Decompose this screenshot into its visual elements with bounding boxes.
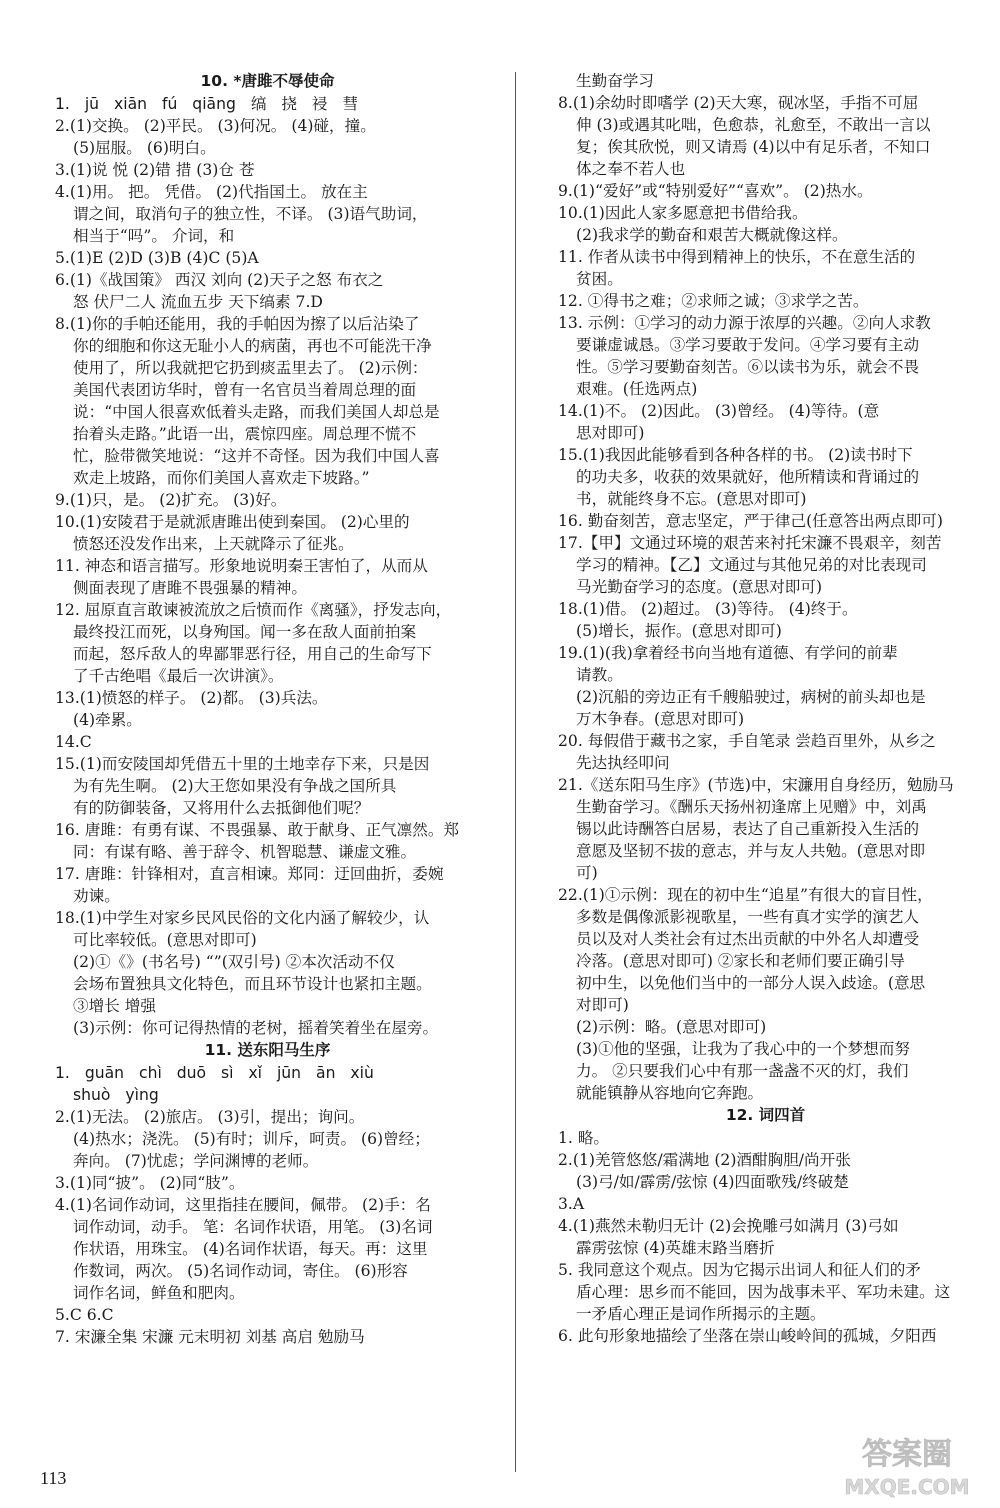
answer-line: 17.【甲】文通过环境的艰苦来衬托宋濂不畏艰辛，刻苦 bbox=[558, 534, 942, 552]
answer-item bbox=[558, 400, 973, 444]
answer-line: 2.(1)交换。 (2)平民。 (3)何况。 (4)碰，撞。 bbox=[55, 117, 376, 135]
answer-line: (2)沉船的旁边正有千艘船驶过，病树的前头却也是 bbox=[576, 688, 926, 706]
answer-line: 作状语，用珠宝。 (4)名词作状语，每天。再：这里 bbox=[73, 1240, 428, 1258]
answer-line: 8.(1)你的手帕还能用，我的手帕因为擦了以后沾染了 bbox=[55, 315, 420, 333]
answer-item bbox=[55, 181, 480, 247]
answer-item bbox=[558, 1259, 973, 1325]
answer-line: 冷落。(意思对即可) ②家长和老师们要正确引导 bbox=[576, 952, 905, 970]
answer-item bbox=[55, 599, 480, 687]
answer-line: (4)热水；浇洗。 (5)有时；训斥，呵责。 (6)曾经； bbox=[73, 1130, 430, 1148]
answer-line: 13. 示例：①学习的动力源于浓厚的兴趣。②向人求教 bbox=[558, 314, 931, 332]
answer-item bbox=[55, 819, 480, 863]
answer-item bbox=[55, 247, 480, 269]
answer-line: 3.(1)说 悦 (2)错 措 (3)仓 苍 bbox=[55, 161, 255, 179]
answer-line: 复；俟其欣悦，则又请焉 (4)以中有足乐者，不知口 bbox=[576, 138, 931, 156]
answer-line: 3.A bbox=[558, 1195, 585, 1213]
answer-line: 9.(1)“爱好”或“特别爱好”“喜欢”。 (2)热水。 bbox=[558, 182, 873, 200]
answer-item bbox=[55, 159, 480, 181]
answer-line: 22.(1)①示例：现在的初中生“追星”有很大的盲目性， bbox=[558, 886, 933, 904]
answer-item bbox=[558, 92, 973, 180]
section-title: 11. 送东阳马生序 bbox=[204, 1041, 331, 1059]
answer-item bbox=[558, 598, 973, 642]
section-title: 12. 词四首 bbox=[725, 1106, 806, 1124]
answer-line: 对即可) bbox=[576, 996, 629, 1014]
answer-line: 说：“中国人很喜欢低着头走路，而我们美国人却总是 bbox=[73, 403, 440, 421]
answer-item bbox=[55, 1172, 480, 1194]
answer-item bbox=[558, 884, 973, 1104]
answer-line: 1. jū xiān fú qiāng 缟 挠 祲 彗 bbox=[55, 95, 359, 113]
answer-item bbox=[558, 246, 973, 290]
answer-line: 词作名词，鲜鱼和肥肉。 bbox=[73, 1284, 245, 1302]
answer-line: 而起，怒斥敌人的卑鄙罪恶行径，用自己的生命写下 bbox=[73, 645, 432, 663]
answer-item bbox=[55, 1304, 480, 1326]
answer-line: 有的防御装备，又将用什么去抵御他们呢？ bbox=[73, 799, 370, 817]
answer-item bbox=[558, 532, 973, 598]
answer-line: 多数是偶像派影视歌星，一些有真才实学的演艺人 bbox=[576, 908, 920, 926]
answer-line: 17. 唐雎：针锋相对，直言相谏。郑同：迂回曲折，委婉 bbox=[55, 865, 444, 883]
answer-line: 15.(1)我因此能够看到各种各样的书。 (2)读书时下 bbox=[558, 446, 913, 464]
answer-line: 18.(1)中学生对家乡民风民俗的文化内涵了解较少，认 bbox=[55, 909, 430, 927]
answer-line: 为有先生啊。 (2)大王您如果没有争战之国所具 bbox=[73, 777, 397, 795]
answer-line: 10.(1)安陵君于是就派唐雎出使到秦国。 (2)心里的 bbox=[55, 513, 410, 531]
answer-line: 美国代表团访华时，曾有一名官员当着周总理的面 bbox=[73, 381, 417, 399]
answer-line: 3.(1)同“披”。 (2)同“肢”。 bbox=[55, 1174, 245, 1192]
answer-line: 16. 唐雎：有勇有谋、不畏强暴、敢于献身、正气凛然。郑 bbox=[55, 821, 460, 839]
answer-line: 奔向。 (7)忧虑；学问渊博的老师。 bbox=[73, 1152, 319, 1170]
answer-item bbox=[55, 753, 480, 819]
answer-line: (3)示例：你可记得热情的老树，摇着笑着坐在屋旁。 bbox=[73, 1019, 439, 1037]
left-column bbox=[55, 70, 480, 1348]
answer-line: 力。 ②只要我们心中有那一盏盏不灭的灯，我们 bbox=[576, 1062, 909, 1080]
answer-line: 6.(1)《战国策》 西汉 刘向 (2)天子之怒 布衣之 bbox=[55, 271, 384, 289]
answer-line: 伸 (3)或遇其叱咄，色愈恭，礼愈至，不敢出一言以 bbox=[576, 116, 931, 134]
answer-line: 锡以此诗酬答白居易，表达了自己重新投入生活的 bbox=[576, 820, 920, 838]
answer-line: 5.C 6.C bbox=[55, 1306, 114, 1324]
answer-line: 初中生，以免他们当中的一部分人误入歧途。(意思 bbox=[576, 974, 926, 992]
answer-line: 书，就能终身不忘。(意思对即可) bbox=[576, 490, 807, 508]
answer-line: (5)屈服。 (6)明白。 bbox=[73, 139, 216, 157]
answer-line: 霹雳弦惊 (4)英雄末路当磨折 bbox=[576, 1239, 775, 1257]
answer-item bbox=[55, 489, 480, 511]
answer-line: 10.(1)因此人家多愿意把书借给我。 bbox=[558, 204, 808, 222]
answer-line: 思对即可) bbox=[576, 424, 645, 442]
answer-line: 使用了，所以我就把它扔到痰盂里去了。 (2)示例： bbox=[73, 359, 428, 377]
answer-line: 学习的精神。【乙】文通过与其他兄弟的对比表现司 bbox=[576, 556, 927, 574]
answer-line: 欢走上坡路，而你们美国人喜欢走下坡路。” bbox=[73, 469, 370, 487]
answer-line: ③增长 增强 bbox=[73, 997, 156, 1015]
answer-line: 19.(1)(我)拿着经书向当地有道德、有学问的前辈 bbox=[558, 644, 898, 662]
answer-line: (3)弓/如/霹雳/弦惊 (4)四面歌残/终破楚 bbox=[576, 1173, 849, 1191]
column-divider bbox=[515, 72, 516, 1472]
answer-item bbox=[558, 510, 973, 532]
answer-line: (3)①他的坚强，让我为了我心中的一个梦想而努 bbox=[576, 1040, 910, 1058]
page-number: 113 bbox=[40, 1468, 67, 1488]
answer-line: 会场布置独具文化特色，而且环节设计也紧扣主题。 bbox=[73, 975, 432, 993]
answer-line: 员以及对人类社会有过杰出贡献的中外名人却遭受 bbox=[576, 930, 920, 948]
answer-line: 14.C bbox=[55, 733, 92, 751]
answer-line: 4.(1)名词作动词，这里指挂在腰间，佩带。 (2)手：名 bbox=[55, 1196, 431, 1214]
answer-line: 5.(1)E (2)D (3)B (4)C (5)A bbox=[55, 249, 259, 267]
answer-line: 11. 神态和语言描写。形象地说明秦王害怕了，从而从 bbox=[55, 557, 428, 575]
answer-line: (4)牵累。 bbox=[73, 711, 142, 729]
right-column bbox=[558, 70, 973, 1347]
answer-line: 最终投江而死，以身殉国。闻一多在敌人面前拍案 bbox=[73, 623, 417, 641]
answer-item bbox=[558, 1149, 973, 1193]
answer-line: 8.(1)余幼时即嗜学 (2)天大寒，砚冰坚，手指不可屈 bbox=[558, 94, 919, 112]
answer-item bbox=[558, 202, 973, 246]
watermark-logo bbox=[832, 1430, 982, 1502]
section-title: 10. *唐雎不辱使命 bbox=[200, 72, 335, 90]
answer-item bbox=[558, 312, 973, 400]
answer-line: 请教。 bbox=[576, 666, 623, 684]
answer-item bbox=[558, 1325, 973, 1347]
answer-line: 20. 每假借于藏书之家，手自笔录 尝趋百里外，从乡之 bbox=[558, 732, 936, 750]
answer-line: 词作动词，动手。 笔：名词作状语，用笔。 (3)名词 bbox=[73, 1218, 433, 1236]
answer-item bbox=[55, 313, 480, 489]
answer-line: 2.(1)羌管悠悠/霜满地 (2)酒酣胸胆/尚开张 bbox=[558, 1151, 851, 1169]
answer-line: 5. 我同意这个观点。因为它揭示出词人和征人们的矛 bbox=[558, 1261, 921, 1279]
answer-line: 体之奉不若人也 bbox=[576, 160, 686, 178]
answer-item bbox=[558, 290, 973, 312]
answer-line: 13.(1)愤怒的样子。 (2)都。 (3)兵法。 bbox=[55, 689, 328, 707]
answer-line: 相当于“吗”。 介词，和 bbox=[73, 227, 235, 245]
answer-item bbox=[558, 1215, 973, 1259]
answer-item bbox=[558, 642, 973, 730]
answer-line: 7. 宋濂全集 宋濂 元末明初 刘基 高启 勉励马 bbox=[55, 1328, 365, 1346]
answer-item bbox=[55, 731, 480, 753]
answer-line: 可) bbox=[576, 864, 598, 882]
answer-line: (2)①《》(书名号) “”(双引号) ②本次活动不仅 bbox=[73, 953, 395, 971]
answer-line: 万木争春。(意思对即可) bbox=[576, 710, 745, 728]
answer-line: 侧面表现了唐雎不畏强暴的精神。 bbox=[73, 579, 307, 597]
answer-item bbox=[55, 1326, 480, 1348]
answer-line: 18.(1)借。 (2)超过。 (3)等待。 (4)终于。 bbox=[558, 600, 858, 618]
answer-item bbox=[55, 1106, 480, 1172]
answer-line: 1. guān chì duō sì xǐ jūn ān xiù bbox=[55, 1064, 374, 1082]
answer-line: shuò yìng bbox=[73, 1086, 159, 1104]
answer-line: 抬着头走路。”此语一出，震惊四座。周总理不慌不 bbox=[73, 425, 417, 443]
answer-line: 14.(1)不。 (2)因此。 (3)曾经。 (4)等待。(意 bbox=[558, 402, 880, 420]
answer-item bbox=[558, 730, 973, 774]
answer-line: 同：有谋有略、善于辞令、机智聪慧、谦虚文雅。 bbox=[73, 843, 417, 861]
answer-item bbox=[55, 1194, 480, 1304]
answer-item bbox=[558, 444, 973, 510]
answer-line: 就能镇静从容地向它奔跑。 bbox=[576, 1084, 764, 1102]
answer-line: 12. 屈原直言敢谏被流放之后愤而作《离骚》，抒发志向， bbox=[55, 601, 452, 619]
answer-line: 盾心理：思乡而不能回，因为战事未平、军功未建。这 bbox=[576, 1283, 951, 1301]
answer-item bbox=[558, 180, 973, 202]
answer-item bbox=[55, 115, 480, 159]
answer-line: 9.(1)只，是。 (2)扩充。 (3)好。 bbox=[55, 491, 287, 509]
answer-line: 一矛盾心理正是词作所揭示的主题。 bbox=[576, 1305, 826, 1323]
answer-line: 你的细胞和你这无耻小人的病菌，再也不可能洗干净 bbox=[73, 337, 432, 355]
answer-line: 21.《送东阳马生序》(节选)中，宋濂用自身经历，勉励马 bbox=[558, 776, 954, 794]
answer-line: 艰难。(任选两点) bbox=[576, 380, 698, 398]
answer-line: 1. 略。 bbox=[558, 1129, 610, 1147]
answer-line: 4.(1)用。 把。 凭借。 (2)代指国土。 放在主 bbox=[55, 183, 368, 201]
answer-line: 劝谏。 bbox=[73, 887, 120, 905]
answer-line: 了千古绝唱《最后一次讲演》。 bbox=[73, 667, 284, 685]
answer-line: 贫困。 bbox=[576, 270, 623, 288]
answer-item bbox=[55, 555, 480, 599]
answer-item bbox=[55, 93, 480, 115]
answer-line: 生勤奋学习。《酬乐天扬州初逢席上见赠》中，刘禹 bbox=[576, 798, 927, 816]
answer-line: (5)增长，振作。(意思对即可) bbox=[576, 622, 782, 640]
watermark-top-text: 答案圈 bbox=[862, 1437, 952, 1472]
answer-line: 意愿及坚韧不拔的意志，并与友人共勉。(意思对即 bbox=[576, 842, 926, 860]
answer-line: 马光勤奋学习的态度。(意思对即可) bbox=[576, 578, 823, 596]
answer-line: 愤怒还没发作出来，上天就降示了征兆。 bbox=[73, 535, 354, 553]
answer-line: 谓之间，取消句子的独立性，不译。 (3)语气助词， bbox=[73, 205, 428, 223]
answer-line: 生勤奋学习 bbox=[576, 72, 654, 90]
answer-item bbox=[55, 511, 480, 555]
answer-line: 先达执经叩问 bbox=[576, 754, 670, 772]
answer-item bbox=[558, 1127, 973, 1149]
answer-line: 2.(1)无法。 (2)旅店。 (3)引，提出；询问。 bbox=[55, 1108, 365, 1126]
answer-line: 6. 此句形象地描绘了坐落在崇山峻岭间的孤城，夕阳西 bbox=[558, 1327, 937, 1345]
answer-item bbox=[55, 269, 480, 313]
answer-line: 性。⑤学习要勤奋刻苦。⑥以读书为乐，就会不畏 bbox=[576, 358, 920, 376]
answer-line: 的功夫多，收获的效果就好，他所精读和背诵过的 bbox=[576, 468, 920, 486]
answer-item bbox=[55, 1062, 480, 1106]
answer-line: 15.(1)而安陵国却凭借五十里的土地幸存下来，只是因 bbox=[55, 755, 430, 773]
answer-item bbox=[55, 863, 480, 907]
answer-line: 可比率较低。(意思对即可) bbox=[73, 931, 257, 949]
answer-line: (2)我求学的勤奋和艰苦大概就像这样。 bbox=[576, 226, 848, 244]
answer-line: 4.(1)燕然未勒归无计 (2)会挽雕弓如满月 (3)弓如 bbox=[558, 1217, 899, 1235]
answer-line: 忙，脸带微笑地说：“这并不奇怪。因为我们中国人喜 bbox=[73, 447, 440, 465]
answer-line: 作数词，两次。 (5)名词作动词，寄住。 (6)形容 bbox=[73, 1262, 408, 1280]
answer-item bbox=[558, 70, 973, 92]
answer-line: 11. 作者从读书中得到精神上的快乐，不在意生活的 bbox=[558, 248, 916, 266]
answer-item bbox=[55, 907, 480, 1039]
answer-line: 16. 勤奋刻苦，意志坚定，严于律己(任意答出两点即可) bbox=[558, 512, 943, 530]
watermark-bottom-text: MXQE.COM bbox=[844, 1475, 970, 1499]
answer-line: (2)示例：略。(意思对即可) bbox=[576, 1018, 767, 1036]
answer-item bbox=[558, 1193, 973, 1215]
answer-line: 怒 伏尸二人 流血五步 天下缟素 7.D bbox=[73, 293, 323, 311]
answer-line: 要谦虚诚恳。③学习要敢于发问。④学习要有主动 bbox=[576, 336, 920, 354]
answer-item bbox=[55, 687, 480, 731]
answer-item bbox=[558, 774, 973, 884]
answer-line: 12. ①得书之难；②求师之诚；③求学之苦。 bbox=[558, 292, 869, 310]
